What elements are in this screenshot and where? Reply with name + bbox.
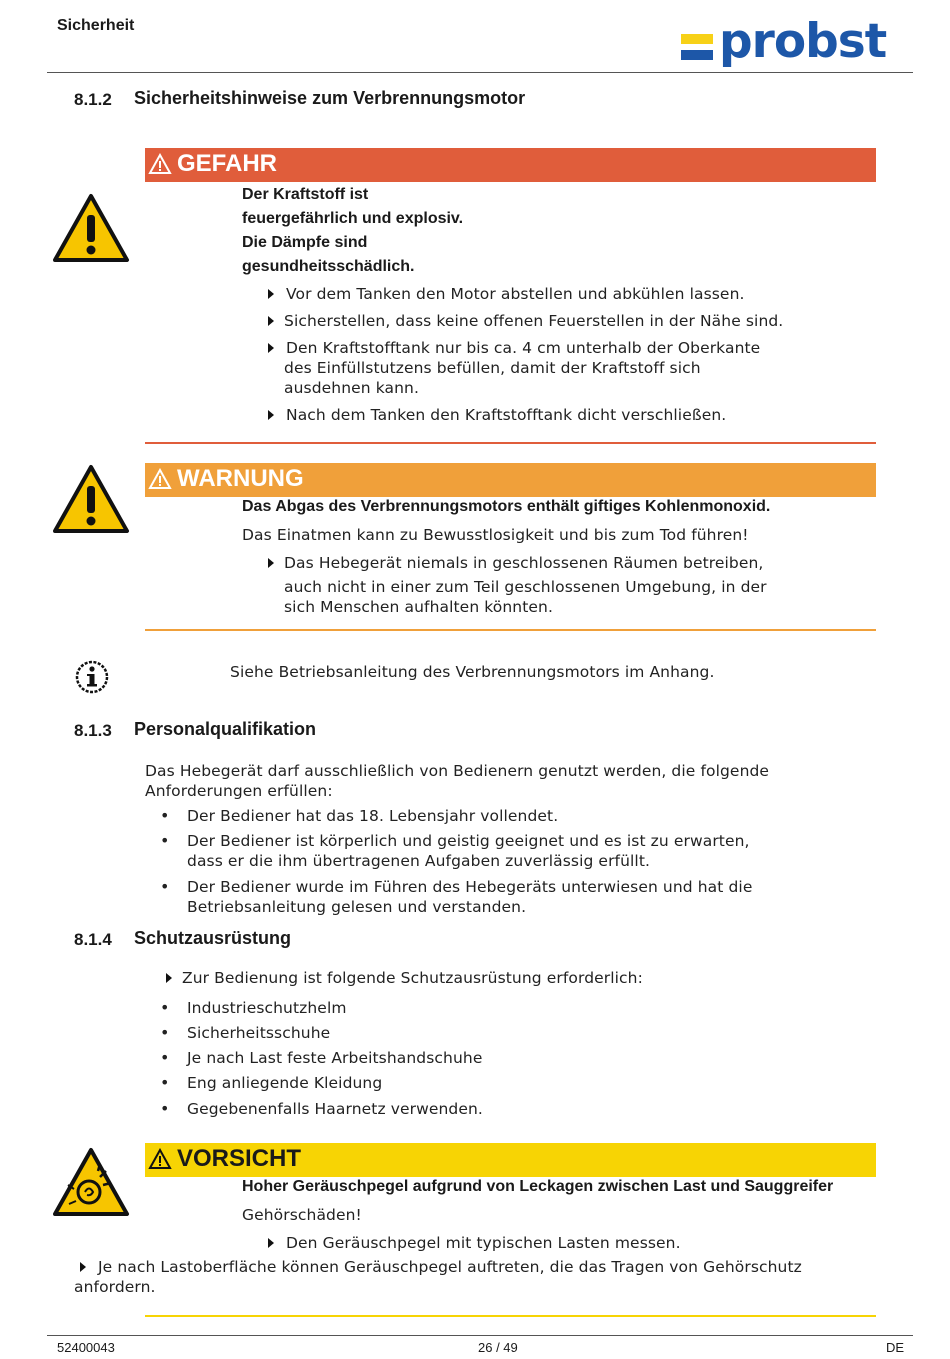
- equipment-list: • Industrieschutzhelm • Sicherheitsschuhe • Je nach Last feste Arbeitshandschuhe • Eng anliegende Kleidung • Gegebenenfalls Haarnetz verwenden.: [160, 998, 483, 1118]
- danger-end-line: [145, 442, 876, 444]
- caution-step: Den Geräuschpegel mit typischen Lasten messen.: [268, 1233, 768, 1255]
- small-warning-icon: [148, 153, 172, 175]
- section-title: Personalqualifikation: [134, 719, 317, 739]
- danger-steps: [268, 284, 868, 427]
- warning-end-line: [145, 629, 876, 631]
- warning-triangle-icon: [52, 464, 130, 534]
- equipment-intro: Zur Bedienung ist folgende Schutzausrüstung erforderlich:: [166, 968, 766, 990]
- caution-label: VORSICHT: [177, 1145, 302, 1172]
- probst-logo: [681, 14, 906, 70]
- warning-banner: [145, 463, 876, 497]
- danger-step: Vor dem Tanken den Motor abstellen und abkühlen lassen.: [268, 284, 868, 311]
- section-title: Sicherheitshinweise zum Verbrennungsmotor: [134, 88, 526, 108]
- small-warning-icon: [148, 1148, 172, 1170]
- warning-step: Das Hebegerät niemals in geschlossenen Räumen betreiben, auch nicht in einer zum Teil geschlossenen Umgebung, in der sich Menschen aufhalten könnten.: [268, 553, 868, 623]
- danger-step: Sicherstellen, dass keine offenen Feuerstellen in der Nähe sind.: [268, 311, 868, 338]
- header-divider: [47, 72, 913, 73]
- logo-wordmark: probst: [719, 14, 887, 69]
- warning-label: WARNUNG: [177, 465, 304, 492]
- section-number: 8.1.4: [74, 930, 112, 949]
- qualification-intro: Das Hebegerät darf ausschließlich von Bedienern genutzt werden, die folgende Anforderungen erfüllen:: [145, 762, 770, 800]
- language-code: DE: [886, 1340, 905, 1355]
- caution-consequence: Gehörschäden!: [242, 1206, 362, 1224]
- section-number: 8.1.2: [74, 90, 112, 109]
- logo-blue-bar: [681, 50, 713, 60]
- section-title: Schutzausrüstung: [134, 928, 292, 948]
- danger-banner: [145, 148, 876, 182]
- info-text: Siehe Betriebsanleitung des Verbrennungsmotors im Anhang.: [230, 663, 715, 681]
- page-number: 26 / 49: [478, 1340, 518, 1355]
- noise-hazard-icon: [52, 1147, 130, 1217]
- footer-divider: [47, 1335, 913, 1336]
- danger-label: GEFAHR: [177, 150, 278, 177]
- caution-end-line: [145, 1315, 876, 1317]
- warning-triangle-icon: [52, 193, 130, 263]
- small-warning-icon: [148, 468, 172, 490]
- danger-step: Den Kraftstofftank nur bis ca. 4 cm unterhalb der Oberkante des Einfüllstutzens befüllen, damit der Kraftstoff sich ausdehnen kann.: [268, 338, 868, 405]
- caution-banner: [145, 1143, 876, 1177]
- info-icon: [74, 659, 110, 695]
- chapter-title: Sicherheit: [57, 17, 135, 34]
- caution-headline: Hoher Geräuschpegel aufgrund von Leckagen zwischen Last und Sauggreifer: [242, 1178, 834, 1195]
- danger-headline: Der Kraftstoff ist feuergefährlich und explosiv. Die Dämpfe sind gesundheitsschädlich.: [242, 186, 464, 275]
- qualification-list: • Der Bediener hat das 18. Lebensjahr vollendet. • Der Bediener ist körperlich und geistig geeignet und es ist zu erwarten, dass er die ihm übertragenen Aufgaben zuverlässig erfüllt. • Der Bediener wurde im Führen des Hebegeräts unterwiesen und hat die Betriebsanleitung gelesen und verstanden.: [160, 806, 753, 916]
- document-number: 52400043: [57, 1340, 115, 1355]
- section-number: 8.1.3: [74, 721, 112, 740]
- danger-step: Nach dem Tanken den Kraftstofftank dicht verschließen.: [268, 405, 868, 427]
- warning-headline: Das Abgas des Verbrennungsmotors enthält giftiges Kohlenmonoxid.: [242, 498, 771, 515]
- logo-yellow-bar: [681, 34, 713, 44]
- caution-note: Je nach Lastoberfläche können Geräuschpegel auftreten, die das Tragen von Gehörschutz anfordern.: [74, 1258, 802, 1296]
- warning-consequence: Das Einatmen kann zu Bewusstlosigkeit und bis zum Tod führen!: [242, 526, 749, 544]
